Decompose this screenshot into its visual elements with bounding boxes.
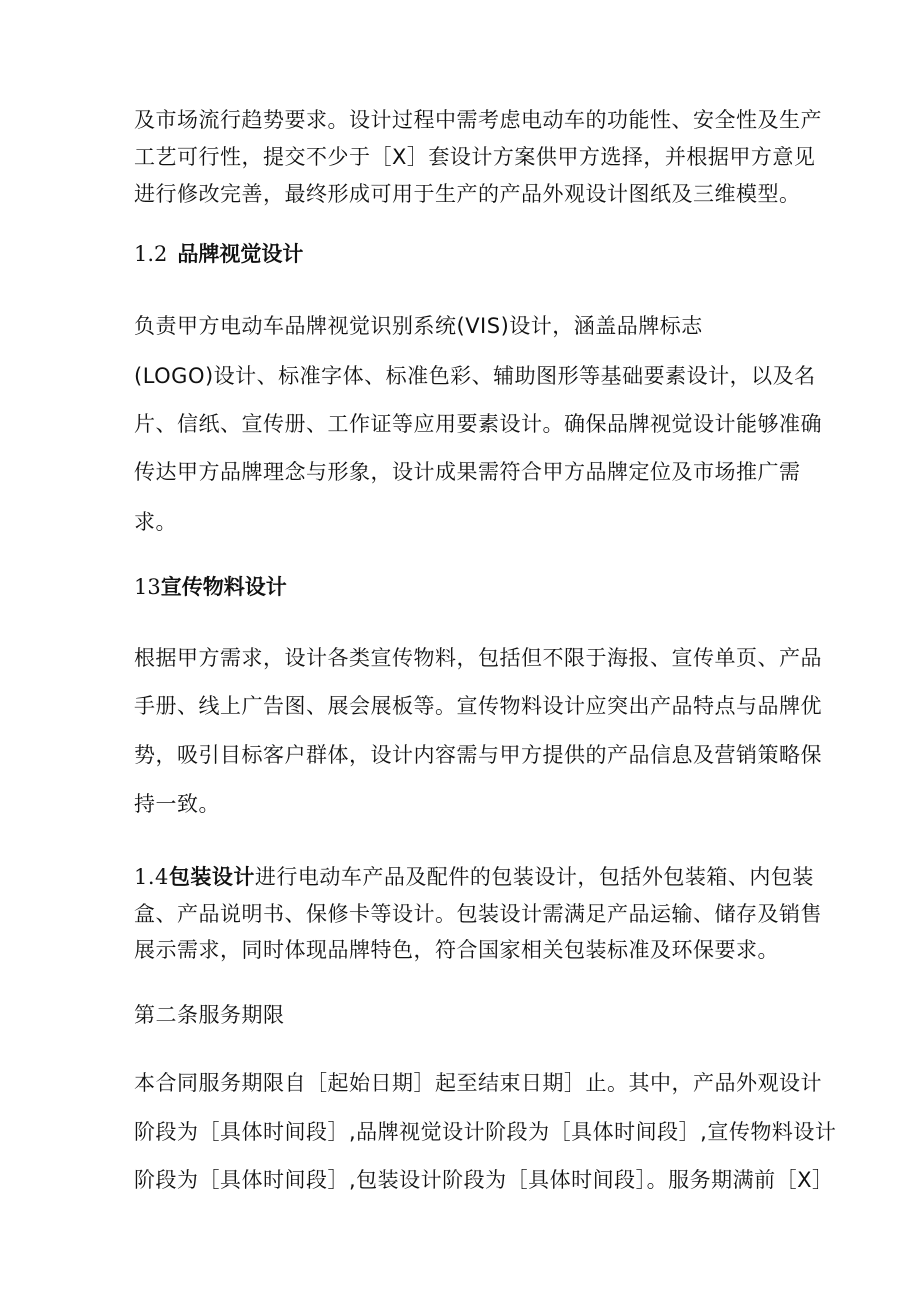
paragraph-line: 盒、产品说明书、保修卡等设计。包装设计需满足产品运输、储存及销售	[134, 902, 822, 926]
paragraph-line: 进行修改完善，最终形成可用于生产的产品外观设计图纸及三维模型。	[134, 182, 801, 206]
paragraph-line: 片、信纸、宣传册、工作证等应用要素设计。确保品牌视觉设计能够准确	[134, 412, 822, 436]
section-heading-1-4	[134, 863, 814, 891]
paragraph-text: 进行电动车产品及配件的包装设计，包括外包装箱、内包装	[254, 865, 814, 889]
paragraph-line: (LOGO)设计、标准字体、标准色彩、辅助图形等基础要素设计，以及名	[134, 364, 816, 388]
paragraph-line: 手册、线上广告图、展会展板等。宣传物料设计应突出产品特点与品牌优	[134, 694, 822, 718]
paragraph-line: 根据甲方需求，设计各类宣传物料，包括但不限于海报、宣传单页、产品	[134, 646, 822, 670]
paragraph-line: 展示需求，同时体现品牌特色，符合国家相关包装标准及环保要求。	[134, 938, 779, 962]
article-title: 第二条服务期限	[134, 1003, 285, 1027]
paragraph-line: 本合同服务期限自［起始日期］起至结束日期］止。其中，产品外观设计	[134, 1071, 822, 1095]
section-number: 13	[134, 575, 161, 599]
paragraph-line: 工艺可行性，提交不少于［X］套设计方案供甲方选择，并根据甲方意见	[134, 145, 816, 169]
paragraph-line: 势，吸引目标客户群体，设计内容需与甲方提供的产品信息及营销策略保	[134, 743, 822, 767]
paragraph-line: 及市场流行趋势要求。设计过程中需考虑电动车的功能性、安全性及生产	[134, 108, 822, 132]
paragraph-line: 求。	[134, 510, 177, 534]
paragraph-line: 传达甲方品牌理念与形象，设计成果需符合甲方品牌定位及市场推广需	[134, 460, 801, 484]
section-heading-1-2	[134, 240, 303, 268]
section-title: 包装设计	[168, 865, 255, 889]
paragraph-line: 负责甲方电动车品牌视觉识别系统(VIS)设计，涵盖品牌标志	[134, 314, 703, 338]
section-heading-1-3	[134, 573, 287, 601]
paragraph-line: 阶段为［具体时间段］,品牌视觉设计阶段为［具体时间段］,宣传物料设计	[134, 1120, 837, 1144]
paragraph-line: 持一致。	[134, 792, 220, 816]
section-number: 1.2	[134, 242, 168, 266]
section-title: 宣传物料设计	[160, 575, 287, 599]
section-title: 品牌视觉设计	[177, 242, 304, 266]
paragraph-line: 阶段为［具体时间段］,包装设计阶段为［具体时间段］。服务期满前［X］	[134, 1168, 834, 1192]
section-number: 1.4	[134, 865, 169, 889]
